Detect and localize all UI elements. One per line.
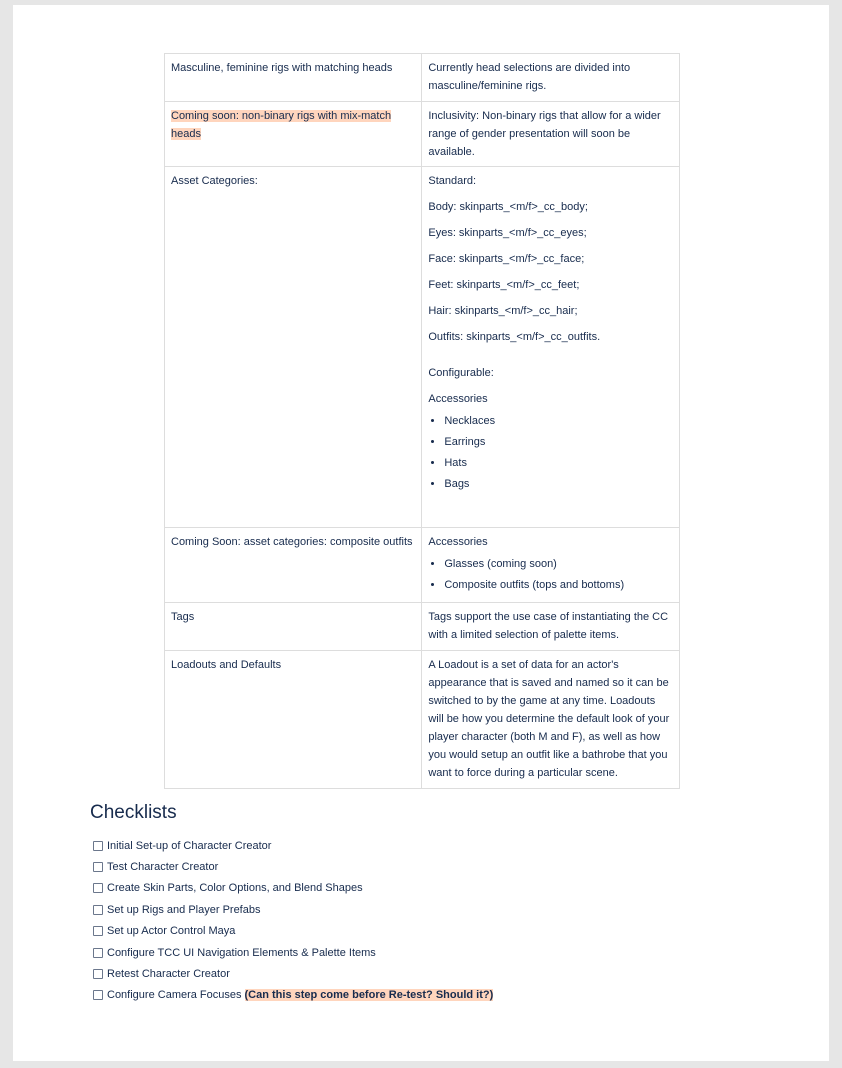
checklist-item-label: Set up Rigs and Player Prefabs [107, 903, 261, 916]
table-row [165, 603, 680, 651]
table-row [165, 102, 680, 167]
table-cell [422, 651, 680, 789]
checklist-item [90, 985, 790, 1006]
checklist-item [90, 856, 790, 877]
checkbox[interactable] [93, 990, 103, 1000]
standard-item: Hair: skinparts_<m/f>_cc_hair; [428, 305, 578, 317]
accessories-list [428, 412, 673, 493]
cell-text: Coming Soon: asset categories: composite outfits [171, 536, 413, 548]
accessories-heading: Accessories [428, 393, 488, 405]
checklist-item-label: Retest Character Creator [107, 968, 230, 981]
checkbox[interactable] [93, 905, 103, 915]
checklist-item [90, 878, 790, 899]
checklist-item-label: Create Skin Parts, Color Options, and Blend Shapes [107, 882, 363, 895]
table-cell [422, 102, 680, 167]
checklist-item [90, 942, 790, 963]
checklist-item [90, 899, 790, 920]
table-row [165, 54, 680, 102]
cell-text: Masculine, feminine rigs with matching heads [171, 62, 393, 74]
checkbox[interactable] [93, 883, 103, 893]
table-cell [165, 603, 422, 651]
checklist-item [90, 835, 790, 856]
checklist-item-label: Configure Camera Focuses [107, 989, 242, 1002]
list-item: • Earrings [444, 433, 673, 451]
list-item: • Composite outfits (tops and bottoms) [444, 576, 673, 594]
checkbox[interactable] [93, 862, 103, 872]
checklists-section [90, 801, 790, 1006]
list-item: • Glasses (coming soon) [444, 555, 673, 573]
document-page [13, 5, 829, 1061]
standard-heading: Standard: [428, 175, 477, 187]
table-cell [165, 651, 422, 789]
cell-text: Inclusivity: Non-binary rigs that allow for a wider range of gender presentation will soon be available. [428, 110, 661, 158]
configurable-heading: Configurable: [428, 367, 494, 379]
standard-item: Feet: skinparts_<m/f>_cc_feet; [428, 279, 580, 291]
list-item: • Bags [444, 475, 673, 493]
table-cell [422, 167, 680, 528]
cell-text: Currently head selections are divided into masculine/feminine rigs. [428, 62, 631, 92]
list-item: • Necklaces [444, 412, 673, 430]
checklists-heading: Checklists [90, 802, 177, 823]
checklist-item [90, 921, 790, 942]
checkbox[interactable] [93, 948, 103, 958]
cell-text: Tags support the use case of instantiating the CC with a limited selection of palette items. [428, 611, 669, 641]
checklist-item-label: Test Character Creator [107, 861, 219, 874]
table-cell [165, 167, 422, 528]
accessories-heading: Accessories [428, 536, 488, 548]
table-cell [422, 528, 680, 603]
highlighted-cell-text: Coming soon: non-binary rigs with mix-match heads [171, 110, 392, 140]
table-row [165, 528, 680, 603]
accessories-list [428, 555, 673, 594]
cell-text: Loadouts and Defaults [171, 659, 282, 671]
table-cell [165, 528, 422, 603]
checkbox[interactable] [93, 969, 103, 979]
list-item: • Hats [444, 454, 673, 472]
checklist-item-label: Configure TCC UI Navigation Elements & Palette Items [107, 946, 376, 959]
highlighted-note: (Can this step come before Re-test? Should it?) [244, 989, 494, 1002]
table-cell [165, 102, 422, 167]
cell-text: A Loadout is a set of data for an actor's appearance that is saved and named so it can be switched to by the game at any time. Loadouts will be how you determine the default look of your player character (both M and F), as well as how you would setup an outfit like a bathrobe that you want to force during a particular scene. [428, 659, 670, 779]
cell-text: Asset Categories: [171, 175, 258, 187]
standard-item: Eyes: skinparts_<m/f>_cc_eyes; [428, 227, 587, 239]
cell-text: Tags [171, 611, 195, 623]
standard-item: Body: skinparts_<m/f>_cc_body; [428, 201, 588, 213]
table-row [165, 167, 680, 528]
table-cell [422, 603, 680, 651]
table-row [165, 651, 680, 789]
standard-item: Outfits: skinparts_<m/f>_cc_outfits. [428, 331, 601, 343]
checklist-item [90, 963, 790, 984]
standard-item: Face: skinparts_<m/f>_cc_face; [428, 253, 585, 265]
properties-table [164, 53, 680, 789]
checkbox[interactable] [93, 926, 103, 936]
checklist-item-label: Set up Actor Control Maya [107, 925, 236, 938]
table-cell [165, 54, 422, 102]
table-cell [422, 54, 680, 102]
checkbox[interactable] [93, 841, 103, 851]
checklist-item-label: Initial Set-up of Character Creator [107, 839, 272, 852]
